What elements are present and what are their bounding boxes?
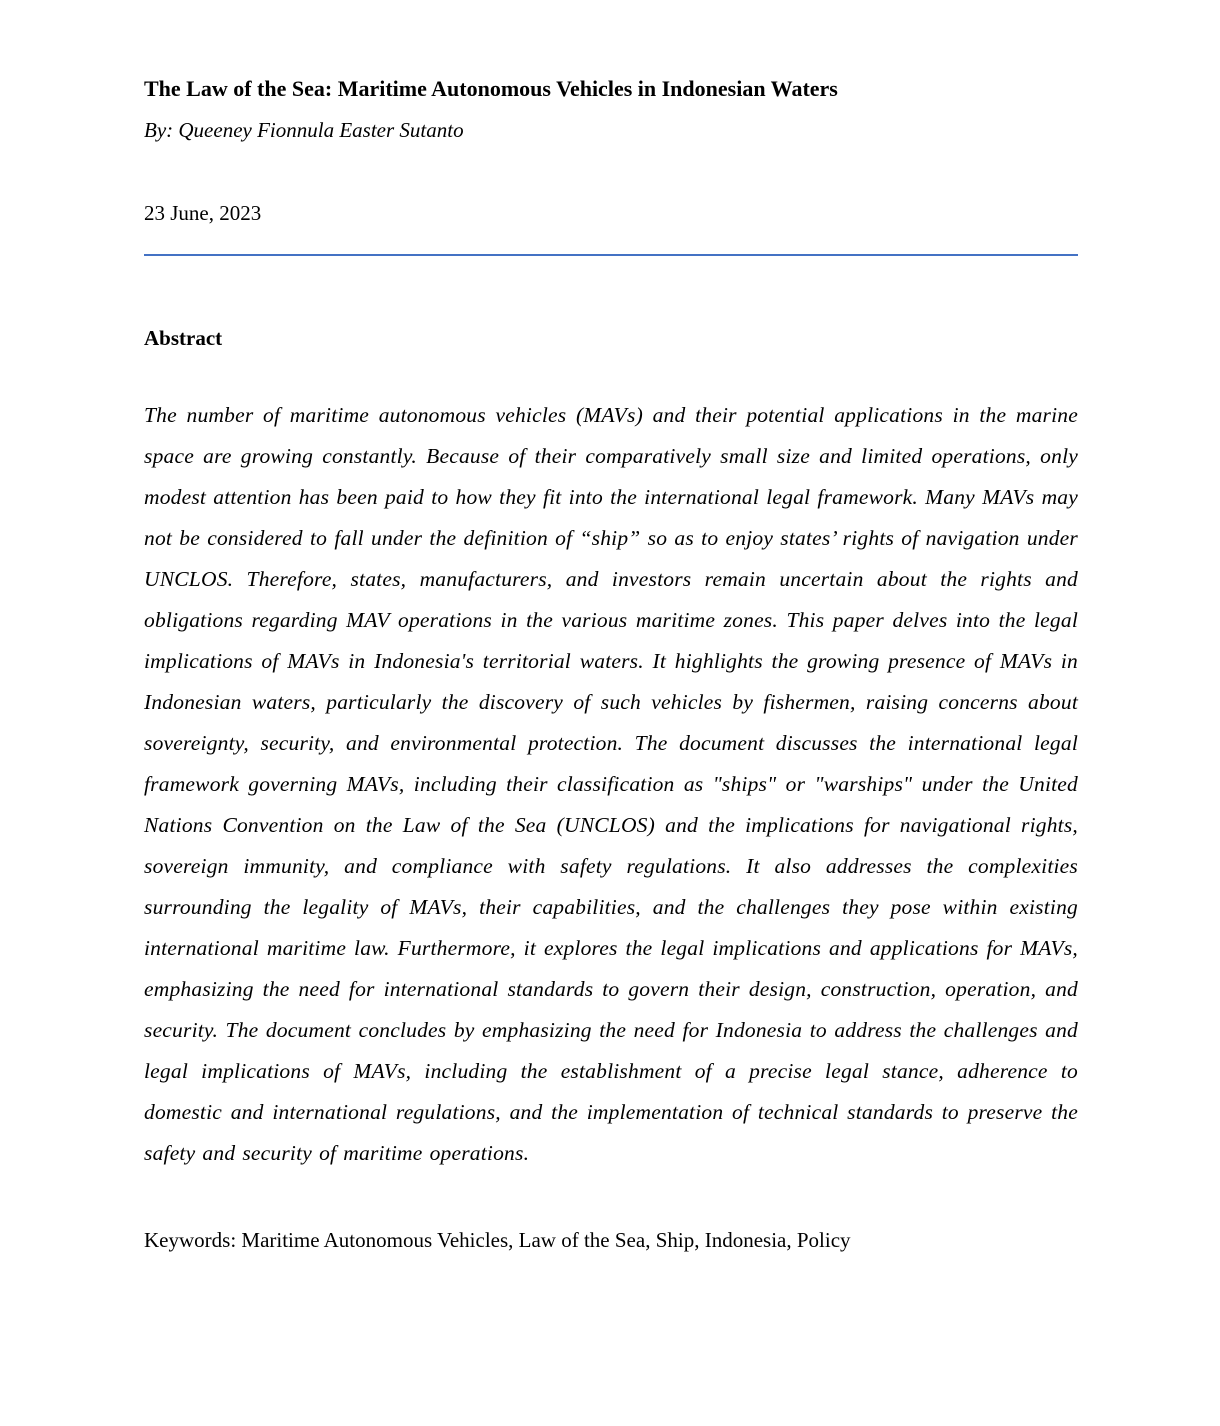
publication-date: 23 June, 2023 — [144, 200, 262, 225]
abstract-heading: Abstract — [144, 325, 223, 350]
abstract-text: The number of maritime autonomous vehicles (MAVs) and their potential applications in the marine space are growing constantly. Because of their comparatively small size and limited operations, only modest attention has been paid to how they fit into the international legal framework. Many MAVs may not be considered to fall under the definition of “ship” so as to enjoy states’ rights of navigation under UNCLOS. Therefore, states, manufacturers, and investors remain uncertain about the rights and obligations regarding MAV operations in the various maritime zones. This paper delves into the legal implications of MAVs in Indonesia's territorial waters. It highlights the growing presence of MAVs in Indonesian waters, particularly the discovery of such vehicles by fishermen, raising concerns about sovereignty, security, and environmental protection. The document discusses the international legal framework governing MAVs, including their classification as "ships" or "warships" under the United Nations Convention on the Law of the Sea (UNCLOS) and the implications for navigational rights, sovereign immunity, and compliance with safety regulations. It also addresses the complexities surrounding the legality of MAVs, their capabilities, and the challenges they pose within existing international maritime law. Furthermore, it explores the legal implications and applications for MAVs, emphasizing the need for international standards to govern their design, construction, operation, and security. The document concludes by emphasizing the need for Indonesia to address the challenges and legal implications of MAVs, including the establishment of a precise legal stance, adherence to domestic and international regulations, and the implementation of technical standards to preserve the safety and security of maritime operations. — [144, 402, 1078, 1165]
paper-title: The Law of the Sea: Maritime Autonomous Vehicles in Indonesian Waters — [144, 76, 838, 101]
keywords-line: Keywords: Maritime Autonomous Vehicles, Law of the Sea, Ship, Indonesia, Policy — [144, 1227, 851, 1252]
section-divider — [144, 254, 1078, 256]
author-byline: By: Queeney Fionnula Easter Sutanto — [144, 118, 464, 143]
